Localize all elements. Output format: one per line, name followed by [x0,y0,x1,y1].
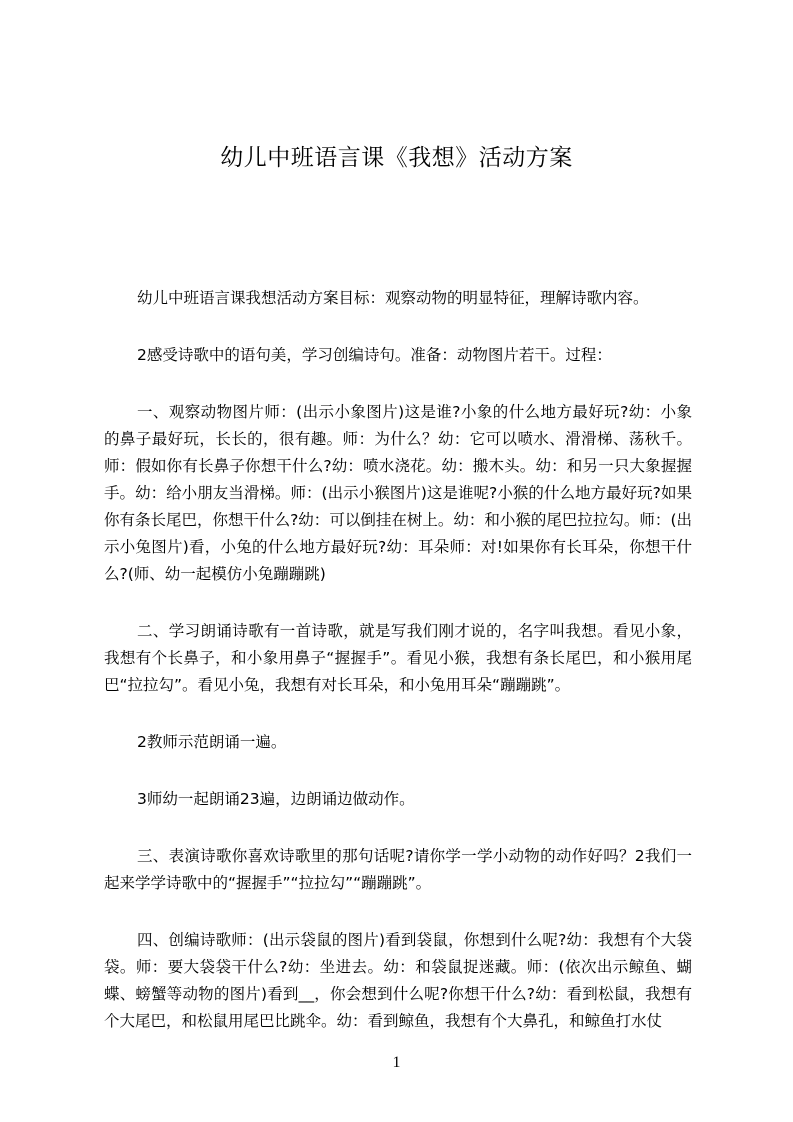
paragraph-perform-poem: 三、表演诗歌你喜欢诗歌里的那句话呢?请你学一学小动物的动作好吗？2我们一起来学学诗歌中的“握握手”“拉拉勾”“蹦蹦跳”。 [104,847,692,892]
paragraph-preparation: 2感受诗歌中的语句美，学习创编诗句。准备：动物图片若干。过程： [137,346,612,364]
paragraph-observe-animals: 一、观察动物图片师：(出示小象图片)这是谁?小象的什么地方最好玩?幼：小象的鼻子最好玩，长长的，很有趣。师：为什么？幼：它可以喷水、滑滑梯、荡秋千。师：假如你有长鼻子你想干什么?幼：喷水浇花。幼：搬木头。幼：和另一只大象握握手。幼：给小朋友当滑梯。师：(出示小猴图片)这是谁呢?小猴的什么地方最好玩?如果你有条长尾巴，你想干什么?幼：可以倒挂在树上。幼：和小猴的尾巴拉拉勾。师：(出示小兔图片)看，小兔的什么地方最好玩?幼：耳朵师：对!如果你有长耳朵，你想干什么?(师、幼一起模仿小兔蹦蹦跳) [104,403,692,583]
page-number: 1 [392,1054,401,1071]
paragraph-learn-poem: 二、学习朗诵诗歌有一首诗歌，就是写我们刚才说的，名字叫我想。看见小象，我想有个长鼻子，和小象用鼻子“握握手”。看见小猴，我想有条长尾巴，和小猴用尾巴“拉拉勾”。看见小兔，我想有对长耳朵，和小兔用耳朵“蹦蹦跳”。 [104,622,692,694]
paragraph-teacher-demo: 2教师示范朗诵一遍。 [137,733,287,751]
paragraph-objective: 幼儿中班语言课我想活动方案目标：观察动物的明显特征，理解诗歌内容。 [137,289,649,307]
paragraph-create-poem: 四、创编诗歌师：(出示袋鼠的图片)看到袋鼠，你想到什么呢?幼：我想有个大袋袋。师：要大袋袋干什么?幼：坐进去。幼：和袋鼠捉迷藏。师：(依次出示鲸鱼、蝴蝶、螃蟹等动物的图片)看到__，你会想到什么呢?你想干什么?幼：看到松鼠，我想有个大尾巴，和松鼠用尾巴比跳伞。幼：看到鲸鱼，我想有个大鼻孔，和鲸鱼打水仗 [104,931,692,1030]
paragraph-recite-together: 3师幼一起朗诵23遍，边朗诵边做动作。 [137,790,415,808]
document-body [104,285,692,1065]
page-title: 幼儿中班语言课《我想》活动方案 [220,145,573,171]
